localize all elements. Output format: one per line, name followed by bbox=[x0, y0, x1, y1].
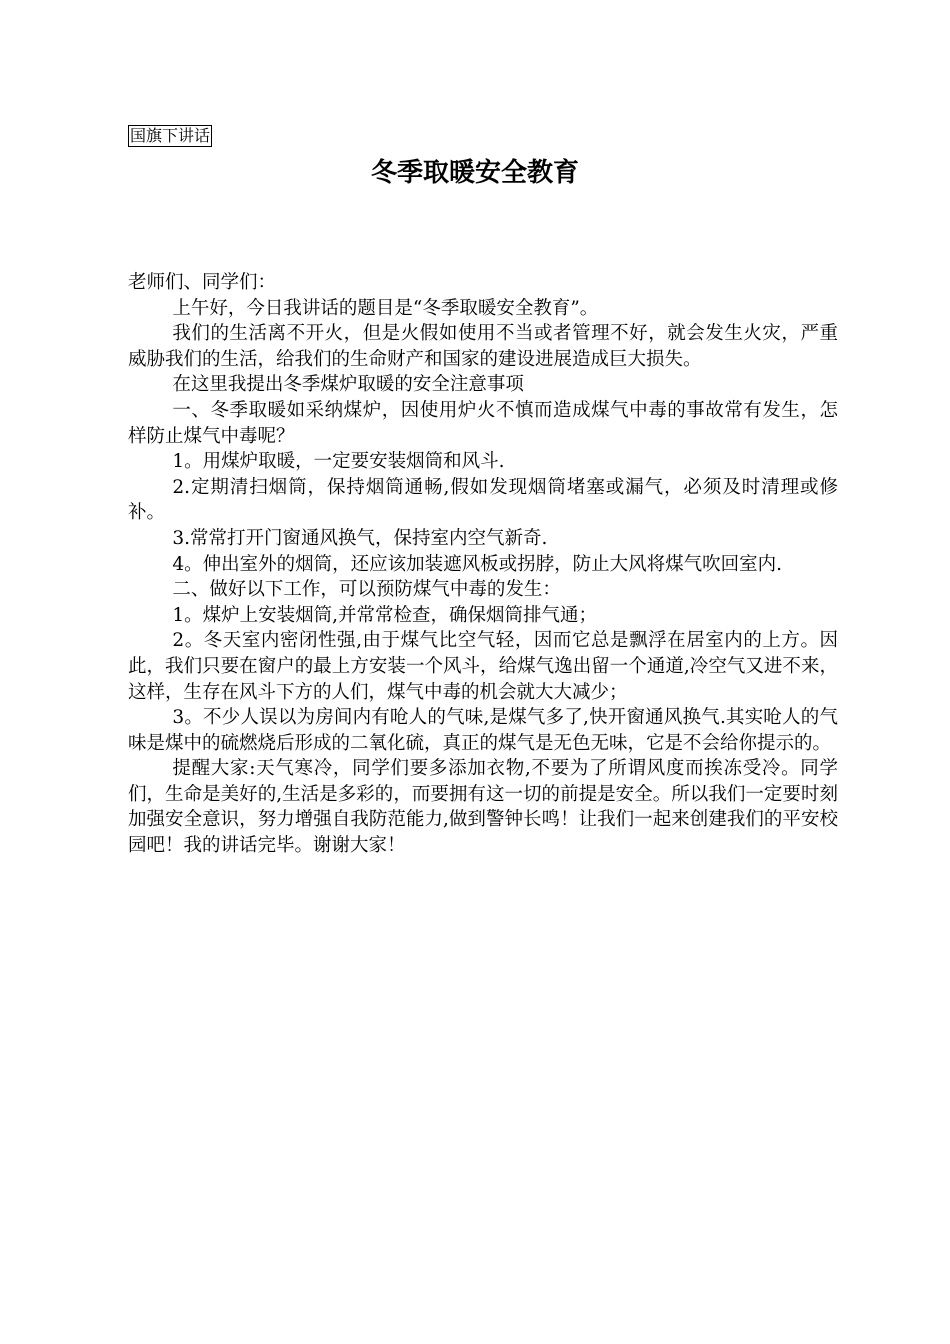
page-title: 冬季取暖安全教育 bbox=[370, 158, 579, 188]
list-item: 1。用煤炉取暖，一定要安装烟筒和风斗. bbox=[172, 451, 505, 473]
paragraph: 上午好，今日我讲话的题目是“冬季取暖安全教育”。 bbox=[172, 297, 599, 319]
paragraph: 一、冬季取暖如采纳煤炉，因使用炉火不慎而造成煤气中毒的事故常有发生，怎样防止煤气中毒呢？ bbox=[128, 399, 838, 447]
list-item: 3。不少人误以为房间内有呛人的气味,是煤气多了,快开窗通风换气.其实呛人的气味是煤中的硫燃烧后形成的二氧化硫，真正的煤气是无色无味，它是不会给你提示的。 bbox=[128, 707, 838, 754]
list-item: 1。煤炉上安装烟筒,并常常检查，确保烟筒排气通； bbox=[172, 604, 598, 626]
paragraph: 在这里我提出冬季煤炉取暖的安全注意事项 bbox=[172, 374, 524, 396]
paragraph: 二、做好以下工作，可以预防煤气中毒的发生： bbox=[172, 579, 561, 601]
list-item: 4。伸出室外的烟筒，还应该加装遮风板或拐脖，防止大风将煤气吹回室内. bbox=[172, 553, 783, 575]
list-item: 3.常常打开门窗通风换气，保持室内空气新奇. bbox=[172, 527, 548, 549]
paragraph-closing: 提醒大家:天气寒冷，同学们要多添加衣物,不要为了所谓风度而挨冻受冷。同学们，生命是美好的,生活是多彩的，而要拥有这一切的前提是安全。所以我们一定要时刻加强安全意识，努力增强自我防范能力,做到警钟长鸣！让我们一起来创建我们的平安校园吧！我的讲话完毕。谢谢大家！ bbox=[128, 758, 838, 857]
paragraph: 我们的生活离不开火，但是火假如使用不当或者管理不好，就会发生火灾，严重威胁我们的生活，给我们的生命财产和国家的建设进展造成巨大损失。 bbox=[128, 323, 838, 370]
header-tag: 国旗下讲话 bbox=[130, 126, 211, 145]
paragraph-greeting: 老师们、同学们： bbox=[128, 272, 277, 293]
list-item: 2。冬天室内密闭性强,由于煤气比空气轻，因而它总是飘浮在居室内的上方。因此，我们只要在窗户的最上方安装一个风斗，给煤气逸出留一个通道,冷空气又进不来，这样，生存在风斗下方的人们，煤气中毒的机会就大大减少； bbox=[128, 630, 838, 703]
speech-body bbox=[128, 270, 838, 859]
list-item: 2.定期清扫烟筒，保持烟筒通畅,假如发现烟筒堵塞或漏气，必须及时清理或修补。 bbox=[128, 476, 838, 524]
